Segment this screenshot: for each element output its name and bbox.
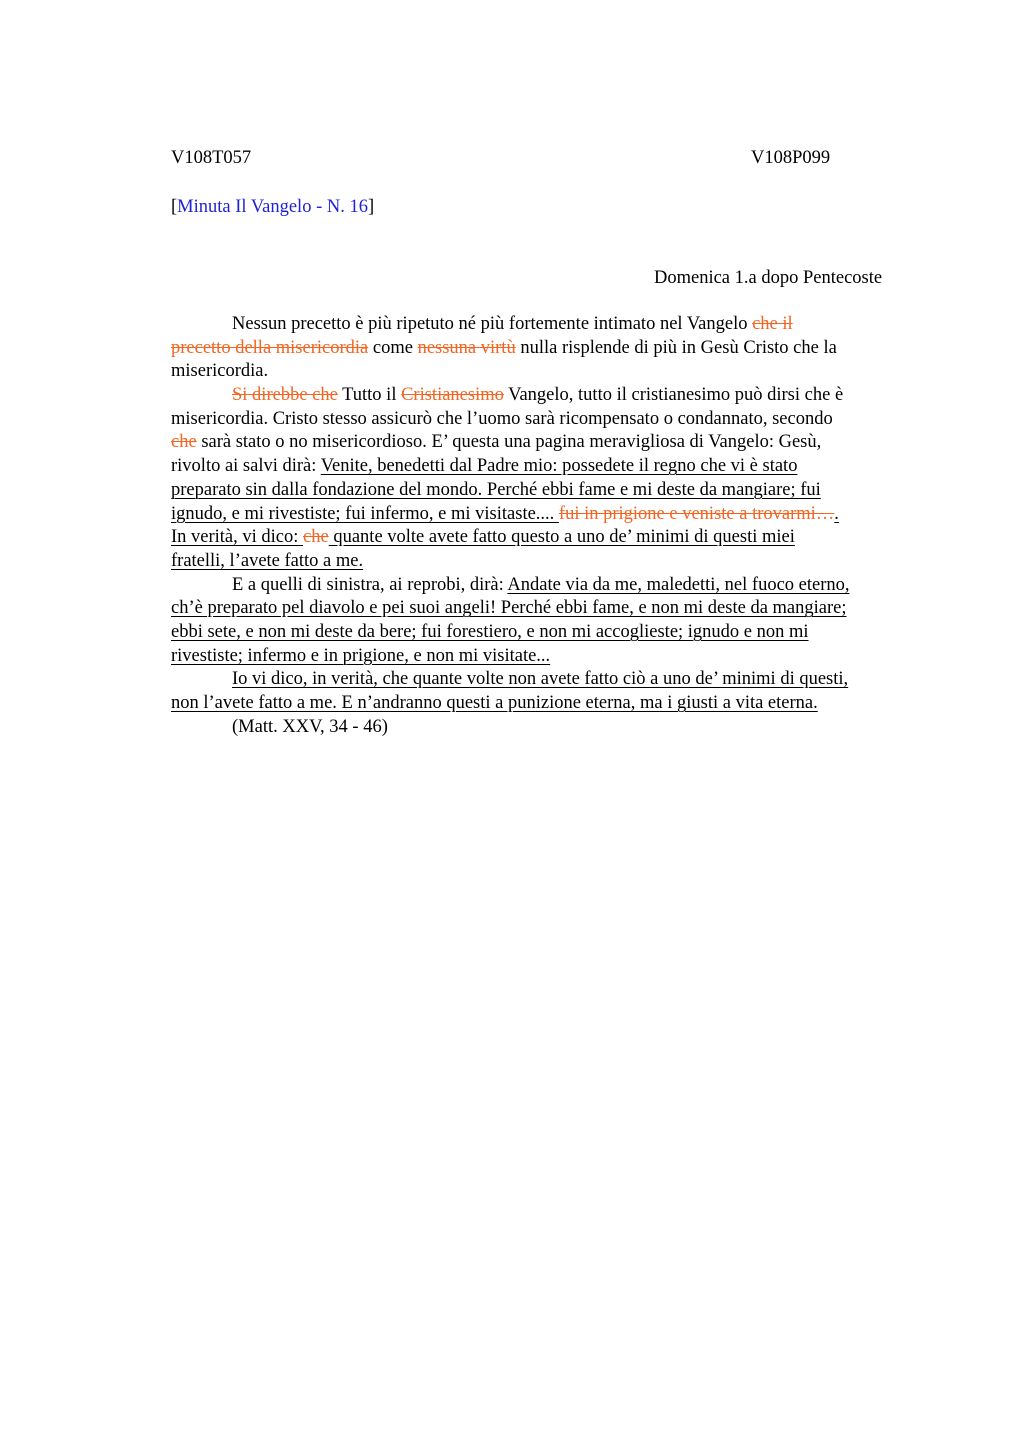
text-line xyxy=(171,408,931,432)
scripture-quote: Venite, benedetti dal Padre mio: possedete il regno che vi è stato xyxy=(320,456,798,477)
deleted-text: nessuna virtù xyxy=(417,337,516,358)
text-run: misericordia. Cristo stesso assicurò che l’uomo sarà ricompensato o condannato, secondo xyxy=(171,408,833,429)
text-line xyxy=(171,431,931,455)
deleted-text: precetto della misericordia xyxy=(171,337,369,358)
text-line xyxy=(171,360,931,384)
text-line xyxy=(171,526,931,550)
scripture-quote: In verità, vi dico: xyxy=(171,527,304,548)
text-run: Tutto il xyxy=(337,385,402,406)
scripture-quote: preparato sin dalla fondazione del mondo. Perché ebbi fame e mi deste da mangiare; fui xyxy=(171,479,821,500)
text-run: rivolto ai salvi dirà: xyxy=(171,456,321,477)
scripture-quote: quante volte avete fatto questo a uno de’ minimi di questi miei xyxy=(328,527,795,548)
scripture-quote: ignudo, e mi rivestiste; fui infermo, e mi visitaste.... xyxy=(171,503,559,524)
text-line xyxy=(171,384,931,408)
text-run: E a quelli di sinistra, ai reprobi, dirà: xyxy=(232,574,508,595)
deleted-text: che il xyxy=(752,314,793,334)
deleted-text: Si direbbe che xyxy=(232,385,338,406)
title-open-bracket: [ xyxy=(171,197,178,217)
document-title xyxy=(171,195,374,219)
scripture-citation xyxy=(171,716,931,740)
deleted-text: Cristianesimo xyxy=(401,385,504,406)
text-line xyxy=(171,455,931,479)
text-line xyxy=(171,550,931,574)
right-document-code: V108P099 xyxy=(751,148,831,168)
deleted-text: fui in prigione e veniste a trovarmi… xyxy=(558,503,835,524)
scripture-quote: ebbi sete, e non mi deste da bere; fui forestiero, e non mi accoglieste; ignudo e non mi xyxy=(171,621,809,642)
text-line xyxy=(171,313,931,337)
text-line xyxy=(171,574,931,598)
text-run: misericordia. xyxy=(171,361,269,382)
text-line xyxy=(171,597,931,621)
deleted-text: che xyxy=(171,432,197,453)
text-run: Vangelo, tutto il cristianesimo può dirsi che è xyxy=(503,385,844,406)
title-close-bracket: ] xyxy=(367,197,375,217)
text-run: sarà stato o no misericordioso. E’ questa una pagina meravigliosa di Vangelo: Gesù, xyxy=(196,432,822,453)
text-line xyxy=(171,621,931,645)
text-line xyxy=(171,668,931,692)
document-body xyxy=(171,313,931,739)
text-line xyxy=(171,692,931,716)
scripture-quote: non l’avete fatto a me. E n’andranno questi a punizione eterna, ma i giusti a vita eterna. xyxy=(171,693,818,713)
scripture-quote: ch’è preparato pel diavolo e pei suoi angeli! Perché ebbi fame, e non mi deste da mangiare; xyxy=(171,598,847,619)
scripture-quote: Io vi dico, in verità, che quante volte non avete fatto ciò a uno de’ minimi di questi, xyxy=(232,669,849,690)
text-line xyxy=(171,479,931,503)
scripture-quote: rivestiste; infermo e in prigione, e non mi visitate... xyxy=(171,645,551,666)
scripture-quote: Andate via da me, maledetti, nel fuoco eterno, xyxy=(507,574,850,595)
text-line xyxy=(171,337,931,361)
deleted-text: che xyxy=(303,527,329,548)
text-line xyxy=(171,645,931,669)
title-text: Minuta Il Vangelo - N. 16 xyxy=(177,197,368,217)
text-run: come xyxy=(368,337,418,358)
liturgical-occasion: Domenica 1.a dopo Pentecoste xyxy=(654,268,883,288)
text-run: nulla risplende di più in Gesù Cristo che la xyxy=(515,337,837,358)
scripture-quote: fratelli, l’avete fatto a me. xyxy=(171,550,364,571)
text-run: Nessun precetto è più ripetuto né più fortemente intimato nel Vangelo xyxy=(232,314,753,334)
citation-text: (Matt. XXV, 34 - 46) xyxy=(232,716,388,737)
left-document-code: V108T057 xyxy=(171,148,252,168)
text-line xyxy=(171,503,931,527)
scripture-quote: . xyxy=(834,503,839,524)
